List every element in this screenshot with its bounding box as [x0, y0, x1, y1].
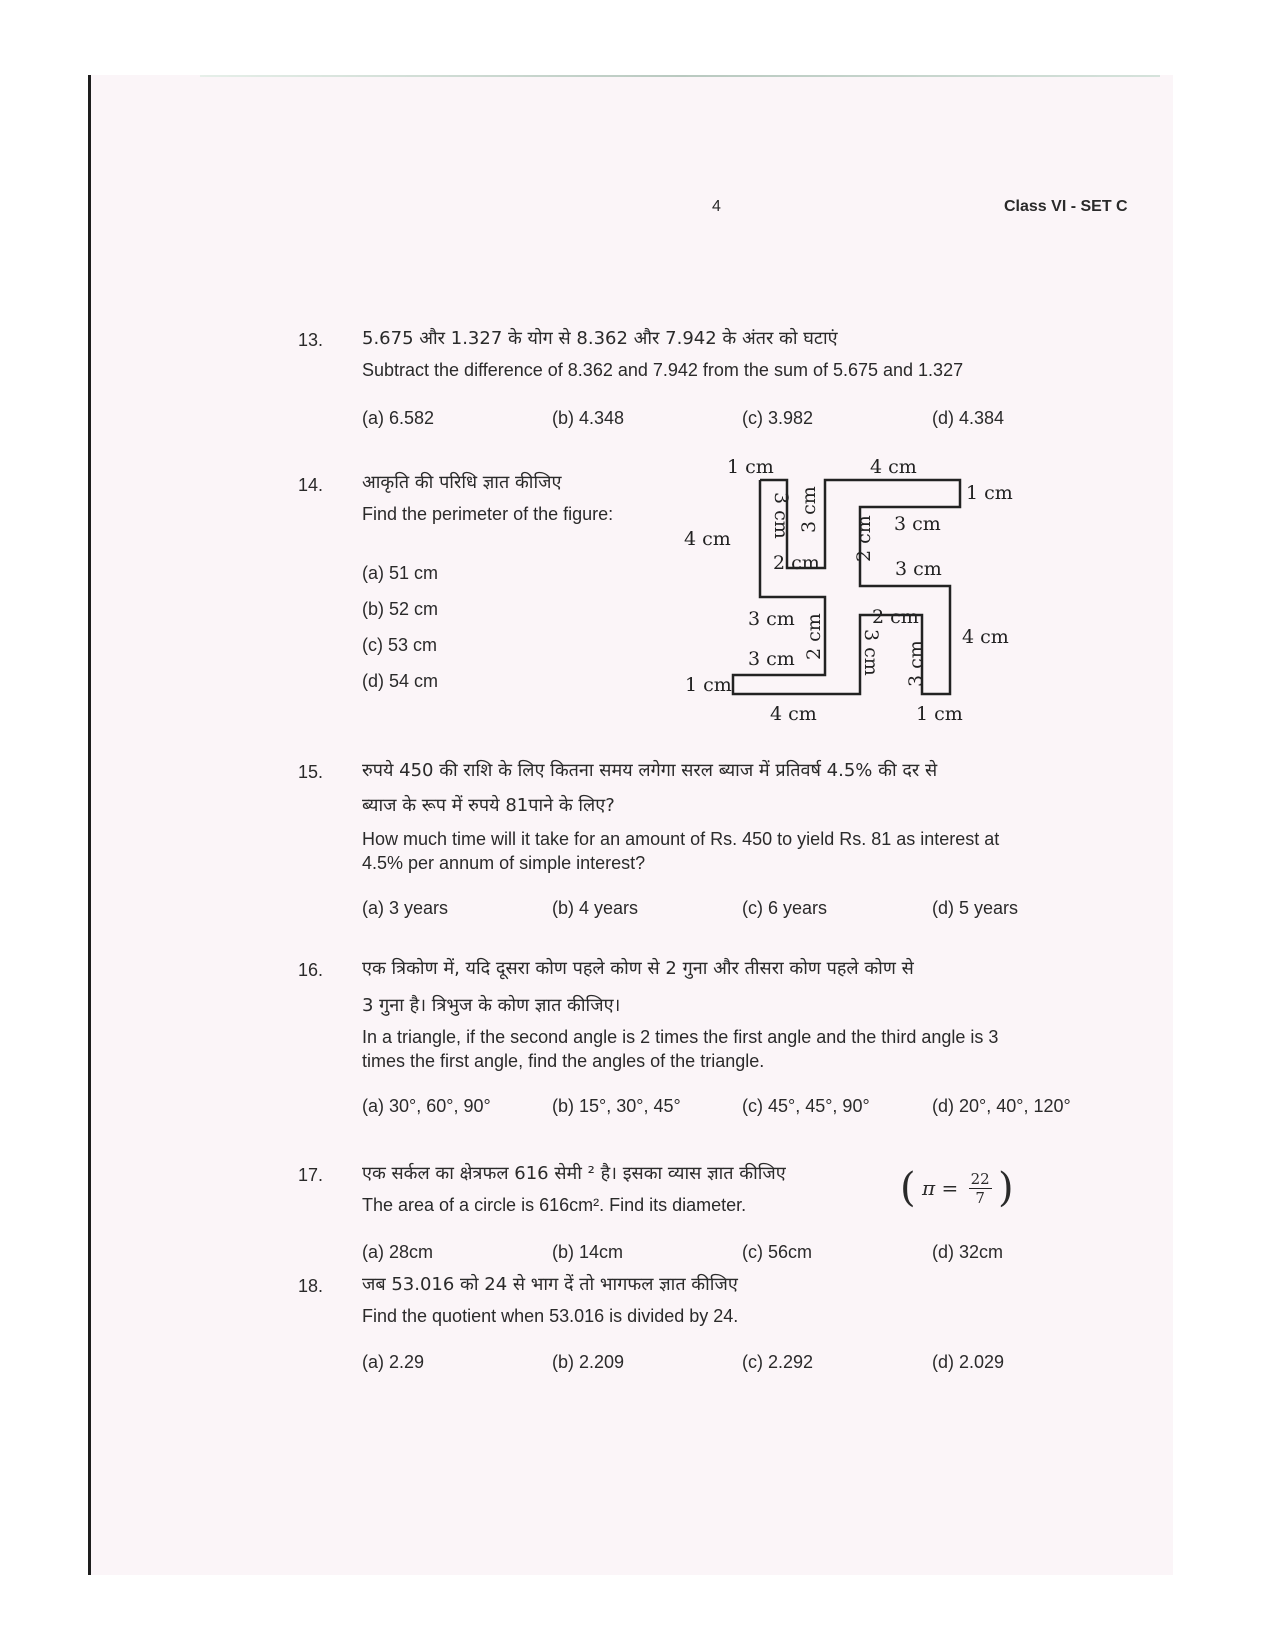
- figure-label: 2 cm: [872, 606, 919, 628]
- option-c: (c) 45°, 45°, 90°: [742, 1096, 870, 1116]
- figure-label: 4 cm: [870, 456, 917, 478]
- question-text-hindi: ब्याज के रूप में रुपये 81पाने के लिए?: [362, 795, 615, 816]
- option-a: (a) 3 years: [362, 898, 449, 918]
- question-text-english: Subtract the difference of 8.362 and 7.942 from the sum of 5.675 and 1.327: [362, 360, 964, 380]
- question-text-english: In a triangle, if the second angle is 2 times the first angle and the third angle is 3: [362, 1027, 999, 1047]
- option-c: (c) 56cm: [742, 1242, 813, 1262]
- option-a: (a) 51 cm: [362, 563, 439, 583]
- question-text-hindi: 3 गुना है। त्रिभुज के कोण ज्ञात कीजिए।: [362, 995, 621, 1016]
- option-b: (b) 2.209: [552, 1352, 625, 1372]
- figure-label: 1 cm: [966, 482, 1013, 504]
- option-b: (b) 15°, 30°, 45°: [552, 1096, 681, 1116]
- question-text-hindi: 5.675 और 1.327 के योग से 8.362 और 7.942 के अंतर को घटाएं: [362, 328, 838, 349]
- figure-label: 1 cm: [727, 456, 774, 478]
- option-d: (d) 20°, 40°, 120°: [932, 1096, 1071, 1116]
- question-text-english: How much time will it take for an amount of Rs. 450 to yield Rs. 81 as interest at: [362, 829, 1000, 849]
- question-text-english: Find the quotient when 53.016 is divided by 24.: [362, 1306, 739, 1326]
- figure-label: 2 cm: [853, 515, 875, 562]
- figure-label: 2 cm: [803, 613, 825, 660]
- option-d: (d) 32cm: [932, 1242, 1004, 1262]
- question-number: 14.: [298, 475, 324, 495]
- figure-label: 3 cm: [860, 629, 882, 676]
- figure-label: 3 cm: [798, 486, 820, 533]
- option-c: (c) 53 cm: [362, 635, 438, 655]
- option-b: (b) 4.348: [552, 408, 625, 428]
- figure-label: 4 cm: [770, 703, 817, 725]
- question-text-hindi: रुपये 450 की राशि के लिए कितना समय लगेगा सरल ब्याज में प्रतिवर्ष 4.5% की दर से: [362, 760, 938, 781]
- option-b: (b) 14cm: [552, 1242, 624, 1262]
- option-a: (a) 30°, 60°, 90°: [362, 1096, 491, 1116]
- option-a: (a) 28cm: [362, 1242, 434, 1262]
- question-text-english: Find the perimeter of the figure:: [362, 504, 614, 524]
- top-rule: [200, 75, 1160, 77]
- question-text-english: times the first angle, find the angles of the triangle.: [362, 1051, 765, 1071]
- page-number: 4: [712, 198, 721, 215]
- option-d: (d) 54 cm: [362, 671, 439, 691]
- option-c: (c) 6 years: [742, 898, 828, 918]
- question-text-english: 4.5% per annum of simple interest?: [362, 853, 646, 873]
- fraction-numerator: 22: [970, 1169, 990, 1188]
- option-d: (d) 4.384: [932, 408, 1005, 428]
- figure-label: 3 cm: [748, 648, 795, 670]
- option-d: (d) 5 years: [932, 898, 1019, 918]
- fraction-denominator: 7: [975, 1188, 985, 1207]
- option-c: (c) 2.292: [742, 1352, 814, 1372]
- figure-label: 2 cm: [773, 552, 820, 574]
- question-text-hindi: जब 53.016 को 24 से भाग दें तो भागफल ज्ञात कीजिए: [362, 1274, 738, 1295]
- figure-label: 1 cm: [685, 674, 732, 696]
- figure-label: 3 cm: [748, 608, 795, 630]
- set-label: Class VI - SET C: [1004, 198, 1128, 215]
- question-number: 17.: [298, 1165, 324, 1185]
- question-number: 16.: [298, 960, 324, 980]
- option-a: (a) 2.29: [362, 1352, 425, 1372]
- question-number: 13.: [298, 330, 324, 350]
- figure-label: 3 cm: [894, 513, 941, 535]
- option-c: (c) 3.982: [742, 408, 814, 428]
- question-number: 18.: [298, 1276, 324, 1296]
- question-number: 15.: [298, 762, 324, 782]
- question-text-english: The area of a circle is 616cm². Find its diameter.: [362, 1195, 747, 1215]
- question-text-hindi: एक सर्कल का क्षेत्रफल 616 सेमी ² है। इसका व्यास ज्ञात कीजिए: [362, 1163, 786, 1184]
- figure-label: 3 cm: [905, 640, 927, 687]
- option-a: (a) 6.582: [362, 408, 435, 428]
- option-d: (d) 2.029: [932, 1352, 1005, 1372]
- figure-label: 4 cm: [962, 626, 1009, 648]
- figure-label: 1 cm: [916, 703, 963, 725]
- pi-hint: ( π = $\frac{22}{7}$ ): [900, 1165, 1014, 1211]
- option-b: (b) 52 cm: [362, 599, 439, 619]
- figure-label: 4 cm: [684, 528, 731, 550]
- question-text-hindi: आकृति की परिधि ज्ञात कीजिए: [362, 472, 562, 493]
- figure-label: 3 cm: [895, 558, 942, 580]
- pi-symbol: π =: [921, 1176, 959, 1200]
- figure-label: 3 cm: [770, 492, 792, 539]
- exam-page: [88, 75, 1173, 1575]
- option-b: (b) 4 years: [552, 898, 639, 918]
- perimeter-figure: [684, 455, 1050, 735]
- question-text-hindi: एक त्रिकोण में, यदि दूसरा कोण पहले कोण से 2 गुना और तीसरा कोण पहले कोण से: [362, 958, 914, 979]
